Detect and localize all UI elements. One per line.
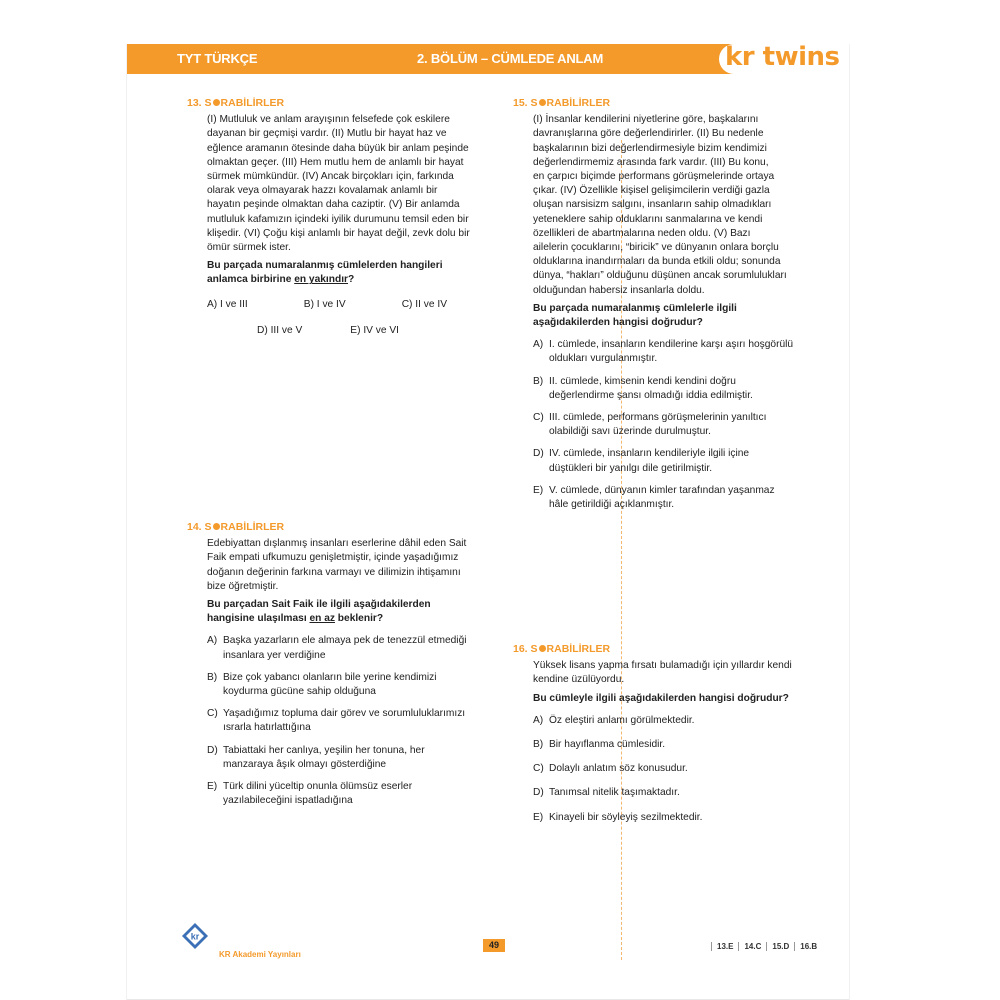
answer-14: 14.C xyxy=(738,942,766,951)
logo-pill xyxy=(719,44,849,74)
option-a[interactable]: A) Başka yazarların ele almaya pek de tenezzül etmediği insanlara yer verdiğine xyxy=(207,635,467,661)
section-title: 2. BÖLÜM – CÜMLEDE ANLAM xyxy=(417,51,604,66)
option-c[interactable]: C) II ve IV xyxy=(401,298,447,310)
subject-tag: TYT TÜRKÇE xyxy=(177,51,258,66)
passage-line: eğlence aramanın ötesinde daha büyük bir anlam peşinde xyxy=(207,142,469,154)
answer-key xyxy=(711,942,822,951)
passage-line: olduğundan habersiz insanlarla doldu. xyxy=(533,284,705,296)
option-d[interactable]: D) IV. cümlede, insanların kendileriyle ilgili içine düştükleri bir yanılgı dile getirilmiştir. xyxy=(533,448,750,474)
kr-akademi-logo-icon xyxy=(181,922,209,950)
question-stem: Bu parçadan Sait Faik ile ilgili aşağıdakilerden hangisine ulaşılması en az beklenir? xyxy=(207,599,431,625)
passage-line: (I) Mutluluk ve anlam arayışının felsefede çok eskilere xyxy=(207,114,450,126)
option-b[interactable]: B) Bir hayıflanma cümlesidir. xyxy=(533,739,666,751)
kr-twins-logo: kr twins xyxy=(725,42,840,72)
question-15 xyxy=(513,96,813,512)
answer-15: 15.D xyxy=(766,942,794,951)
option-b[interactable]: B) II. cümlede, kimsenin kendi kendini doğru değerlendirme şansı olmadığı iddia edilmiştir. xyxy=(533,375,753,401)
passage-line: değerlendirmemiz arasında fark vardır. (III) Bu konu, xyxy=(533,156,769,168)
passage-line: ailelerin çocuklarını, “biricik” ve dünyanın onlara borçlu xyxy=(533,242,779,254)
passage-line: sürmek mümkündür. (IV) Ancak birçokları için, farkında xyxy=(207,171,454,183)
passage-line: kendine üzülüyordu. xyxy=(533,674,625,686)
passage-line: hayatın peşinde olmaktan daha caziptir. (V) Bir anlamda xyxy=(207,199,460,211)
passage-line: mutluluk kafamızın içindeki iyilik durumunu temsil eden bir xyxy=(207,213,469,225)
passage-line: ömür sürmek ister. xyxy=(207,242,291,254)
passage-line: başkalarının bizi değerlendirmesiyle bizim kendimizi xyxy=(533,142,767,154)
passage-line: Yüksek lisans yapma fırsatı bulamadığı için yıllardır kendi xyxy=(533,660,792,672)
question-stem: Bu parçada numaralanmış cümlelerden hangileri anlamca birbirine en yakındır? xyxy=(207,260,443,286)
question-stem: Bu parçada numaralanmış cümlelerle ilgili aşağıdakilerden hangisi doğrudur? xyxy=(533,302,737,329)
option-c[interactable]: C) III. cümlede, performans görüşmelerinin yanıltıcı olabildiği savı üzerinde durulmuştur. xyxy=(533,412,767,438)
clock-icon xyxy=(213,523,220,530)
clock-icon xyxy=(539,645,546,652)
option-c[interactable]: C) Yaşadığımız topluma dair görev ve sorumluluklarımızı ısrarla hatırlattığına xyxy=(207,708,466,734)
question-16-heading: 16. S RABİLİRLER xyxy=(513,643,611,655)
options-row-2 xyxy=(207,324,487,338)
passage-line: en çarpıcı biçimde performans görüşmelerinde ortaya xyxy=(533,171,775,183)
answer-13: 13.E xyxy=(711,942,738,951)
clock-icon xyxy=(539,99,546,106)
answer-16: 16.B xyxy=(794,942,822,951)
passage-line: çıkar. (IV) Özellikle kişisel gelişimcilerin verdiği gazla xyxy=(533,185,770,197)
passage-line: dünya, “hakları” olduğunu düşünen ancak sorumlulukları xyxy=(533,270,787,282)
passage-line: dayanan bir geçmişi vardır. (II) Mutlu bir hayat haz ve xyxy=(207,128,447,140)
passage-line: Faik empati ufkumuzu genişletmiştir, içinde yaşadığımız xyxy=(207,552,459,564)
question-15-heading: 15. S RABİLİRLER xyxy=(513,97,611,109)
question-13 xyxy=(187,96,487,338)
passage-line: oluşan narsisizm salgını, insanların sahip olmadıkları xyxy=(533,199,772,211)
option-a[interactable]: A) Öz eleştiri anlamı görülmektedir. xyxy=(533,714,695,726)
question-13-body xyxy=(187,113,487,338)
passage-line: olmaktan geçer. (III) Hem mutlu hem de anlamlı bir hayat xyxy=(207,156,464,168)
options-row-1 xyxy=(207,298,447,312)
clock-icon xyxy=(213,99,220,106)
passage-line: Edebiyattan dışlanmış insanları eserlerine dâhil eden Sait xyxy=(207,538,467,550)
page-number: 49 xyxy=(483,939,505,952)
option-d[interactable]: D) Tanımsal nitelik taşımaktadır. xyxy=(533,787,680,799)
passage-line: olarak veya olmayarak hazzı kovalamak anlamlı bir xyxy=(207,185,438,197)
question-15-body xyxy=(513,113,813,512)
passage-line: (I) İnsanlar kendilerini niyetlerine göre, başkalarını xyxy=(533,114,759,126)
logo-text: kr xyxy=(190,931,200,942)
option-d[interactable]: D) III ve V xyxy=(257,324,303,336)
question-13-heading: 13. S RABİLİRLER xyxy=(187,97,285,109)
option-e[interactable]: E) IV ve VI xyxy=(350,324,399,336)
option-b[interactable]: B) I ve IV xyxy=(303,298,346,310)
option-c[interactable]: C) Dolaylı anlatım söz konusudur. xyxy=(533,763,688,775)
question-14 xyxy=(187,520,497,808)
header-bar xyxy=(127,44,849,74)
option-d[interactable]: D) Tabiattaki her canlıya, yeşilin her tonuna, her manzaraya âşık olmayı gösterdiğine xyxy=(207,744,425,770)
question-14-heading: 14. S RABİLİRLER xyxy=(187,521,285,533)
passage-line: yeteneklere sahip olduklarını sanmalarına ve kendi xyxy=(533,213,763,225)
publisher-name: KR Akademi Yayınları xyxy=(219,950,301,959)
option-b[interactable]: B) Bize çok yabancı olanların bile yerine kendimizi koydurma gücüne sahip olduğuna xyxy=(207,671,437,698)
option-a[interactable]: A) I ve III xyxy=(207,298,248,310)
passage-line: bize öğretmiştir. xyxy=(207,580,279,592)
option-e[interactable]: E) V. cümlede, dünyanın kimler tarafından yaşanmaz hâle getirildiği açıklanmıştır. xyxy=(533,484,775,511)
passage-line: özellikleri de abartmalarına neden oldu. (V) Bazı xyxy=(533,227,751,239)
option-e[interactable]: E) Türk dilini yüceltip onunla ölümsüz eserler yazılabileceğini ispatladığına xyxy=(207,781,413,807)
question-stem: Bu cümleyle ilgili aşağıdakilerden hangisi doğrudur? xyxy=(533,692,789,704)
option-e[interactable]: E) Kinayeli bir söyleyiş sezilmektedir. xyxy=(533,811,703,823)
passage-line: doğanın değerinin farkına varmayı ve dilimizin ihtişamını xyxy=(207,566,461,578)
question-16 xyxy=(513,642,813,825)
page xyxy=(126,44,850,1000)
passage-line: davranışlarına göre değerlendirirler. (II) Bu nedenle xyxy=(533,128,764,140)
passage-line: olduklarına inandırmaları da bunda etkili oldu; sonunda xyxy=(533,256,781,268)
question-16-body xyxy=(513,659,813,825)
question-14-body xyxy=(187,537,497,808)
option-a[interactable]: A) I. cümlede, insanların kendilerine karşı aşırı hoşgörülü oldukları vurgulanmıştır. xyxy=(533,339,794,365)
passage-line: klişedir. (VI) Çoğu kişi anlamlı bir hayat değil, zevk dolu bir xyxy=(207,227,470,239)
